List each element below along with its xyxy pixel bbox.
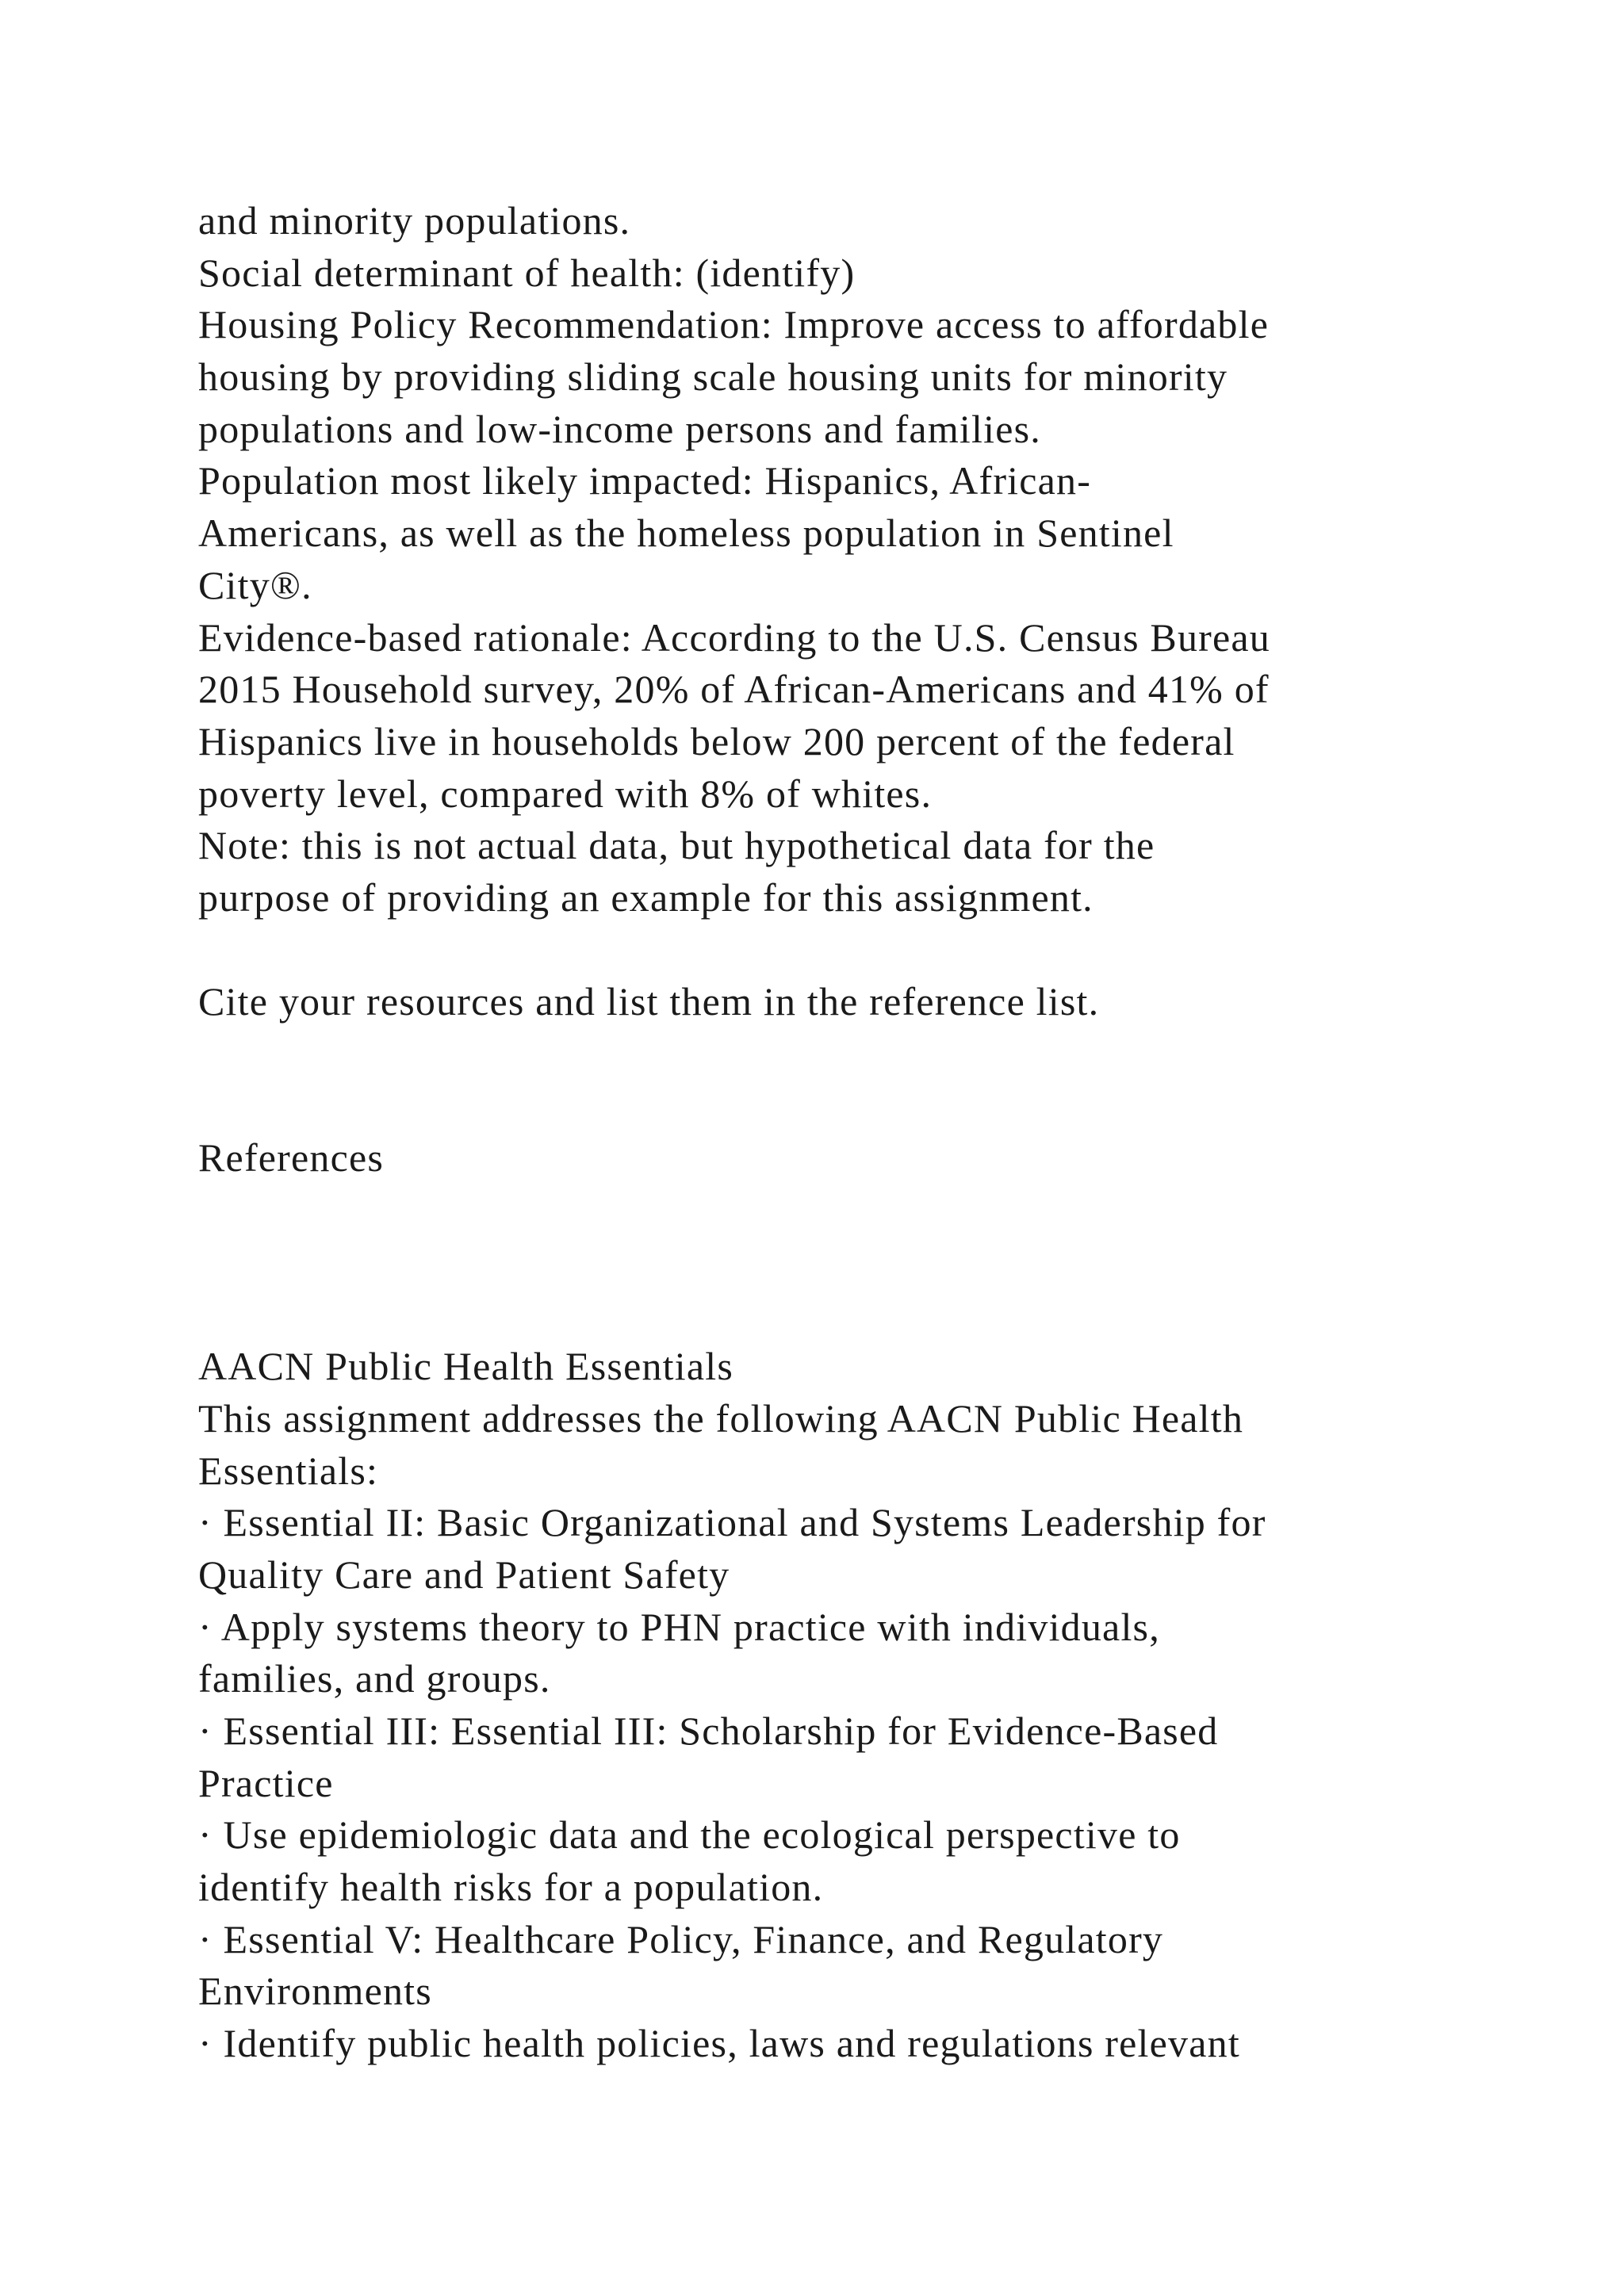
references-heading: References xyxy=(198,1135,385,1181)
bullet-line: · Essential III: Essential III: Scholarship for Evidence-Based xyxy=(198,1708,1219,1753)
blank-line xyxy=(198,1081,1530,1133)
bullet-line: · Identify public health policies, laws and regulations relevant xyxy=(198,2021,1240,2066)
text-line: Social determinant of health: (identify) xyxy=(198,250,856,295)
text-line: Note: this is not actual data, but hypothetical data for the xyxy=(198,823,1155,868)
text-line: Housing Policy Recommendation: Improve access to affordable xyxy=(198,302,1270,347)
text-line: 2015 Household survey, 20% of African-Americans and 41% of xyxy=(198,667,1270,712)
text-line: Practice xyxy=(198,1760,334,1805)
text-line: populations and low-income persons and families. xyxy=(198,406,1041,451)
text-line: Essentials: xyxy=(198,1448,379,1493)
text-line: Environments xyxy=(198,1969,432,2014)
document-body xyxy=(198,195,1530,2070)
text-line: Americans, as well as the homeless population in Sentinel xyxy=(198,511,1174,556)
section-heading: AACN Public Health Essentials xyxy=(198,1344,734,1389)
text-line: identify health risks for a population. xyxy=(198,1865,824,1909)
text-line: Quality Care and Patient Safety xyxy=(198,1552,730,1597)
text-line: City®. xyxy=(198,562,312,607)
bullet-line: · Essential II: Basic Organizational and Systems Leadership for xyxy=(198,1500,1266,1545)
blank-line xyxy=(198,1184,1530,1237)
text-line: This assignment addresses the following AACN Public Health xyxy=(198,1395,1244,1441)
text-line: Evidence-based rationale: According to the U.S. Census Bureau xyxy=(198,614,1271,660)
text-line: Population most likely impacted: Hispanics, African- xyxy=(198,458,1092,503)
blank-line xyxy=(198,924,1530,977)
text-line: families, and groups. xyxy=(198,1656,551,1701)
blank-line xyxy=(198,1237,1530,1289)
bullet-line: · Essential V: Healthcare Policy, Finance, and Regulatory xyxy=(198,1916,1164,1961)
text-line: poverty level, compared with 8% of whites. xyxy=(198,771,933,816)
text-line: purpose of providing an example for this assignment. xyxy=(198,874,1094,920)
text-line: Cite your resources and list them in the reference list. xyxy=(198,979,1100,1024)
text-line: and minority populations. xyxy=(198,198,631,243)
text-line: housing by providing sliding scale housing units for minority xyxy=(198,354,1228,400)
bullet-line: · Use epidemiologic data and the ecological perspective to xyxy=(198,1812,1181,1858)
bullet-line: · Apply systems theory to PHN practice with individuals, xyxy=(198,1604,1160,1649)
blank-line xyxy=(198,1028,1530,1081)
blank-line xyxy=(198,1288,1530,1341)
text-line: Hispanics live in households below 200 percent of the federal xyxy=(198,718,1235,763)
